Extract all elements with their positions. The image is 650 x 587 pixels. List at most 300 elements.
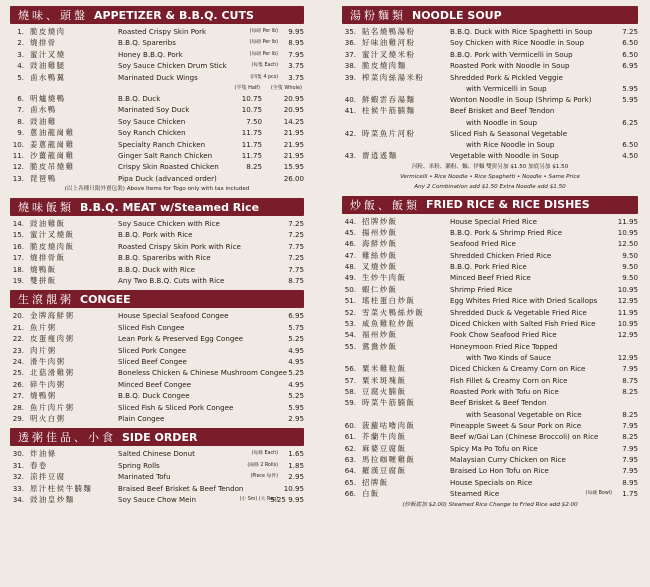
item-number: 5. (17, 72, 24, 82)
item-price-half: 10.75 (241, 105, 262, 115)
item-name-en: Seafood Fried Rice (450, 239, 516, 249)
item-name-en: Soy Sauce Chicken Drum Stick (118, 61, 227, 71)
item-name-en: Egg Whites Fried Rice with Dried Scallops (450, 296, 598, 306)
item-price: 11.95 (617, 216, 638, 226)
item-name-zh: 蔥油龍崗雞 (30, 128, 75, 138)
item-name-zh: 時菜牛筋腩飯 (362, 398, 416, 408)
menu-item (10, 275, 304, 286)
item-name-zh: 豉油雞飯 (30, 219, 66, 229)
menu-item (342, 488, 638, 499)
item-name-en: B.B.Q. Pork Fried Rice (450, 262, 527, 272)
item-name-en: with Rice Noodle in Soup (466, 140, 555, 150)
fried-rice-header (342, 196, 638, 214)
appetizer-footnote: (以上各種只限外賣包裝) Above Items for Togo only with tax included (64, 186, 250, 193)
item-price-half: 11.75 (241, 139, 262, 149)
item-note: (每碗 Bowl) (585, 491, 612, 497)
item-name-en: Beef w/Gai Lan (Chinese Broccoli) on Rice (450, 432, 599, 442)
item-number: 55. (344, 341, 356, 351)
item-name-zh: 燒鴨飯 (30, 264, 57, 274)
item-number: 43. (344, 151, 356, 161)
item-note: (四隻 4 pcs) (250, 74, 278, 80)
item-name-en: B.B.Q. Duck Congee (118, 391, 190, 401)
menu-item (10, 448, 304, 459)
item-name-en: Sliced Fish & Sliced Pork Congee (118, 402, 234, 412)
item-number: 17. (12, 253, 24, 263)
item-number: 29. (12, 413, 24, 423)
menu-item (342, 352, 638, 363)
item-price: 1.75 (622, 489, 638, 499)
menu-item (10, 252, 304, 263)
item-price: 7.25 (622, 27, 638, 36)
item-name-zh: 雙拼飯 (30, 276, 57, 286)
item-note: (每磅 Per lb) (249, 51, 278, 57)
item-name-en: Marinated Duck Wings (118, 72, 198, 82)
item-number: 53. (344, 319, 356, 329)
item-number: 24. (12, 356, 24, 366)
menu-item (10, 104, 304, 115)
item-price: 7.95 (288, 49, 304, 59)
item-number: 42. (344, 128, 356, 138)
menu-item (10, 367, 304, 378)
half-label: (半隻 Half) (234, 84, 260, 91)
item-note: (每磅 Per lb) (249, 29, 278, 34)
item-price: 8.25 (622, 409, 638, 419)
item-price: 3.75 (288, 72, 304, 82)
item-name-zh: 鮮蝦雲吞湯麵 (362, 94, 416, 104)
item-name-en: Malaysian Curry Chicken on Rice (450, 454, 566, 464)
item-number: 11. (12, 150, 24, 160)
item-number: 7. (17, 105, 24, 115)
item-price: 10.95 (617, 319, 638, 329)
item-name-zh: 北菇滑雞粥 (30, 368, 75, 378)
item-price: 3.75 (288, 61, 304, 71)
menu-item (342, 420, 638, 431)
menu-item (342, 329, 638, 340)
item-price-half: 7.50 (246, 116, 262, 126)
item-name-zh: 蜜汁叉燒飯 (30, 230, 75, 240)
item-name-zh: 豉油雞腿 (30, 61, 66, 71)
menu-item (342, 261, 638, 272)
menu-item (10, 116, 304, 127)
item-name-en: Roasted Pork with Tofu on Rice (450, 386, 559, 396)
spacer (342, 192, 638, 196)
item-name-en: House Special Fried Rice (450, 216, 538, 226)
menu-item (342, 318, 638, 329)
item-name-zh: 齋逍遙麵 (362, 151, 398, 161)
item-name-en: Sliced Fish & Seasonal Vegetable (450, 128, 568, 138)
item-number: 60. (344, 420, 356, 430)
item-price: 10.95 (283, 483, 304, 493)
menu-item (10, 460, 304, 471)
half-whole-labels (10, 83, 304, 93)
menu-item (10, 356, 304, 367)
appetizer-title-zh: 燒味、頭盤 (18, 9, 88, 22)
item-number: 14. (12, 219, 24, 229)
item-name-en: B.B.Q. Pork & Shrimp Fried Rice (450, 227, 563, 237)
menu-item (10, 173, 304, 184)
side-order-header (10, 428, 304, 446)
menu-item (342, 386, 638, 397)
item-name-en: Vegetable with Noodle in Soup (450, 151, 559, 161)
item-price: 4.95 (288, 345, 304, 355)
left-column (10, 6, 304, 505)
item-name-zh: 脆皮燒肉 (30, 27, 66, 36)
item-price: 8.95 (288, 38, 304, 48)
menu-item (10, 161, 304, 172)
item-price: 4.50 (622, 151, 638, 161)
menu-item (342, 363, 638, 374)
item-name-en: Fish Fillet & Creamy Corn on Rice (450, 375, 568, 385)
item-name-en: Pineapple Sweet & Sour Pork on Rice (450, 420, 582, 430)
item-price-whole: 20.95 (283, 93, 304, 103)
item-note: (Piece 每件) (250, 474, 278, 480)
item-number: 65. (344, 477, 356, 487)
item-number: 52. (344, 307, 356, 317)
menu-item (10, 37, 304, 48)
item-name-en: Sliced Pork Congee (118, 345, 187, 355)
item-name-en: Sliced Beef Congee (118, 356, 187, 366)
item-number: 40. (344, 94, 356, 104)
menu-item (10, 93, 304, 104)
item-name-en: B.B.Q. Duck (118, 93, 161, 103)
item-name-zh: 招牌飯 (362, 477, 389, 487)
menu-item (342, 397, 638, 408)
menu-item (342, 150, 638, 161)
item-number: 45. (344, 227, 356, 237)
item-name-en: with Two Kinds of Sauce (466, 353, 552, 363)
menu-item (342, 409, 638, 420)
menu-item (10, 310, 304, 321)
item-name-zh: 芥蘭牛肉飯 (362, 432, 407, 442)
item-name-zh: 蝦仁炒飯 (362, 284, 398, 294)
item-name-en: Roasted Crispy Skin Pork (118, 27, 207, 36)
menu-item (342, 94, 638, 105)
item-price: 8.75 (288, 276, 304, 286)
item-name-en: Roasted Pork with Noodle in Soup (450, 61, 570, 71)
menu-item (342, 272, 638, 283)
item-number: 62. (344, 443, 356, 453)
item-name-en: B.B.Q. Duck with Rice Spaghetti in Soup (450, 27, 593, 36)
menu-item (342, 105, 638, 116)
menu-item (342, 37, 638, 48)
item-name-en: Braised Lo Hon Tofu on Rice (450, 466, 549, 476)
item-price: 9.50 (622, 273, 638, 283)
item-price: 8.75 (622, 375, 638, 385)
item-number: 61. (344, 432, 356, 442)
item-name-en: Shredded Pork & Pickled Veggie (450, 72, 563, 82)
item-number: 35. (344, 27, 356, 36)
item-price: 6.50 (622, 49, 638, 59)
item-name-en: Crispy Skin Roasted Chicken (118, 162, 219, 172)
menu-item (342, 250, 638, 261)
item-name-zh: 皮蛋瘦肉粥 (30, 334, 75, 344)
item-number: 63. (344, 454, 356, 464)
menu-item (10, 333, 304, 344)
menu-item (10, 390, 304, 401)
menu-item (342, 139, 638, 150)
item-name-zh: 豉油雞 (30, 116, 57, 126)
item-name-zh: 魚片肉片粥 (30, 402, 75, 412)
item-name-en: B.B.Q. Spareribs (118, 38, 176, 48)
item-price-half: 8.25 (246, 162, 262, 172)
item-name-zh: 貼名燒鴨湯粉 (362, 27, 416, 36)
item-price: 12.95 (617, 330, 638, 340)
item-price-whole: 15.95 (283, 162, 304, 172)
item-name-zh: 馬拉咖喱雞飯 (362, 454, 416, 464)
menu-item (342, 341, 638, 352)
item-price: 7.95 (622, 443, 638, 453)
item-price: 4.95 (288, 379, 304, 389)
menu-item (342, 431, 638, 442)
item-number: 39. (344, 72, 356, 82)
item-number: 33. (12, 483, 24, 493)
item-price: 12.95 (617, 296, 638, 306)
item-name-zh: 滑牛肉粥 (30, 356, 66, 366)
item-name-zh: 鹵水鴨翼 (30, 72, 66, 82)
item-name-en: Marinated Soy Duck (118, 105, 190, 115)
item-name-zh: 蜜汁叉燒米粉 (362, 49, 416, 59)
menu-item (342, 227, 638, 238)
item-name-en: with Seasonal Vegetable on Rice (466, 409, 582, 419)
item-name-zh: 好味油雞河粉 (362, 38, 416, 48)
item-number: 3. (17, 49, 24, 59)
menu-item (10, 413, 304, 424)
item-name-zh: 豆腐火腩飯 (362, 386, 407, 396)
item-name-en: Minced Beef Congee (118, 379, 191, 389)
menu-item (10, 494, 304, 505)
item-price-whole: 26.00 (283, 173, 304, 183)
menu-item (10, 471, 304, 482)
item-price: 12.95 (617, 353, 638, 363)
item-name-zh: 魚片粥 (30, 322, 57, 332)
item-price: 12.50 (617, 239, 638, 249)
item-name-zh: 金牌海鮮粥 (30, 311, 75, 321)
menu-item (342, 216, 638, 227)
menu-item (10, 264, 304, 275)
item-name-en: House Special Seafood Congee (118, 311, 229, 321)
item-name-en: Marinated Tofu (118, 472, 171, 482)
congee-header (10, 290, 304, 308)
item-name-en: Any Two B.B.Q. Cuts with Rice (118, 276, 225, 286)
item-price-whole: 21.95 (283, 150, 304, 160)
item-price: 7.25 (288, 230, 304, 240)
item-number: 18. (12, 264, 24, 274)
item-price-whole: 21.95 (283, 128, 304, 138)
side-order-title-en: SIDE ORDER (122, 430, 198, 444)
congee-title-zh: 生滾靚粥 (18, 293, 74, 307)
item-number: 48. (344, 262, 356, 272)
item-name-en: Spicy Ma Po Tofu on Rice (450, 443, 538, 453)
item-name-en: Spring Rolls (118, 460, 160, 470)
item-number: 23. (12, 345, 24, 355)
item-number: 27. (12, 391, 24, 401)
item-name-zh: 燒排骨 (30, 38, 57, 48)
item-name-zh: 脆皮吊燒雞 (30, 162, 75, 172)
item-price: 6.50 (622, 38, 638, 48)
item-price: 7.95 (622, 420, 638, 430)
item-number: 25. (12, 368, 24, 378)
item-number: 36. (344, 38, 356, 48)
item-number: 2. (17, 38, 24, 48)
item-name-en: Specialty Ranch Chicken (118, 139, 206, 149)
menu-item (10, 49, 304, 60)
item-number: 8. (17, 116, 24, 126)
item-name-zh: 福州炒飯 (362, 330, 398, 340)
bbq-meat-header (10, 198, 304, 216)
item-name-zh: 鹵水鴨 (30, 105, 57, 115)
item-price: 6.25 (622, 117, 638, 127)
item-price: 6.95 (288, 311, 304, 321)
item-number: 32. (12, 472, 24, 482)
item-number: 66. (344, 489, 356, 499)
item-name-en: Soy Ranch Chicken (118, 128, 186, 138)
menu-item (342, 284, 638, 295)
item-name-zh: 涼拌豆腐 (30, 472, 66, 482)
item-price: 5.95 (622, 83, 638, 93)
item-price: 9.50 (622, 250, 638, 260)
item-name-en: B.B.Q. Spareribs with Rice (118, 253, 211, 263)
item-name-en: Shrimp Fried Rice (450, 284, 513, 294)
item-name-zh: 海鮮炒飯 (362, 239, 398, 249)
noodle-soup-header (342, 6, 638, 24)
item-name-zh: 炸油條 (30, 449, 57, 459)
item-price: 7.95 (622, 454, 638, 464)
side-order-title-zh: 透粥佳品、小食 (18, 431, 116, 445)
item-name-zh: 蜜汁叉燒 (30, 49, 66, 59)
item-price: 7.75 (288, 241, 304, 251)
item-name-zh: 雪菜火鴨絲炒飯 (362, 307, 425, 317)
item-price: 8.95 (622, 477, 638, 487)
item-name-zh: 粟米雞粒飯 (362, 364, 407, 374)
item-name-en: House Specials on Rice (450, 477, 533, 487)
item-price-half: 11.75 (241, 150, 262, 160)
item-name-en: Fook Chow Seafood Fried Rice (450, 330, 557, 340)
menu-item (342, 443, 638, 454)
item-price-half: 11.75 (241, 128, 262, 138)
menu-item (342, 128, 638, 139)
item-number: 21. (12, 322, 24, 332)
item-name-zh: 燒鴨粥 (30, 391, 57, 401)
item-name-zh: 碎牛肉粥 (30, 379, 66, 389)
menu-item (10, 483, 304, 494)
item-name-zh: 咸魚雞粒炒飯 (362, 319, 416, 329)
item-name-en: Honey B.B.Q. Pork (118, 49, 183, 59)
menu-item (10, 150, 304, 161)
noodle-footnote-en: Vermicelli • Rice Noodle • Rice Spaghetti • Noodle • Same Price (400, 173, 580, 180)
item-name-en: Pipa Duck (advanced order) (118, 173, 217, 183)
item-name-en: Shredded Chicken Fried Rice (450, 250, 552, 260)
menu-item (10, 60, 304, 71)
item-price-whole: 20.95 (283, 105, 304, 115)
menu-item (342, 375, 638, 386)
menu-item (342, 117, 638, 128)
item-name-zh: 雞絲炒飯 (362, 250, 398, 260)
item-number: 59. (344, 398, 356, 408)
menu-item (342, 465, 638, 476)
item-price: 4.95 (288, 356, 304, 366)
item-name-en: Lean Pork & Preserved Egg Congee (118, 334, 244, 344)
item-name-zh: 燒排骨飯 (30, 253, 66, 263)
item-price-whole: 14.25 (283, 116, 304, 126)
item-price: 5.95 (622, 94, 638, 104)
right-column (342, 6, 638, 510)
item-price: 5.25 (288, 391, 304, 401)
item-name-zh: 姜蔥龍崗雞 (30, 139, 75, 149)
item-name-zh: 時菜魚片河粉 (362, 128, 416, 138)
item-name-en: with Vermicelli in Soup (466, 83, 547, 93)
item-note: (兩條 2 Rolls) (247, 462, 278, 468)
item-price: 1.85 (288, 460, 304, 470)
item-number: 31. (12, 460, 24, 470)
item-name-zh: 脆皮燒肉麵 (362, 61, 407, 71)
menu-item (10, 26, 304, 37)
item-name-zh: 肉片粥 (30, 345, 57, 355)
item-name-zh: 粟米斑塊飯 (362, 375, 407, 385)
appetizer-header (10, 6, 304, 24)
item-name-en: B.B.Q. Pork with Rice (118, 230, 193, 240)
item-name-zh: 沙薑龍崗雞 (30, 150, 75, 160)
item-price: 9.95 (288, 27, 304, 36)
item-price: 2.95 (288, 472, 304, 482)
item-name-zh: 揚州炒飯 (362, 227, 398, 237)
item-name-zh: 琵琶鴨 (30, 173, 57, 183)
item-name-zh: 叉燒炒飯 (362, 262, 398, 272)
item-price: 5.75 (288, 322, 304, 332)
fried-rice-title-zh: 炒飯、飯類 (350, 198, 420, 212)
item-name-en: Salted Chinese Donut (118, 449, 195, 459)
menu-item (10, 127, 304, 138)
item-number: 12. (12, 162, 24, 172)
item-name-zh: 原汁柱侯牛腩麵 (30, 483, 93, 493)
item-number: 57. (344, 375, 356, 385)
item-name-zh: 瑤柱蛋白炒飯 (362, 296, 416, 306)
noodle-footnote-zh: 河粉、米粉、瀨粉、麵、伊麵 雙拼另加 $1.50 加底另加 $1.50 (411, 163, 569, 170)
item-name-zh: 鴛鴦炒飯 (362, 341, 398, 351)
item-name-zh: 明爐燒鴨 (30, 93, 66, 103)
item-number: 4. (17, 61, 24, 71)
item-number: 13. (12, 173, 24, 183)
item-note: (小 Sm) (大 Reg) (239, 496, 278, 502)
item-name-zh: 麻婆豆腐飯 (362, 443, 407, 453)
item-price: 5.25 9.95 (270, 494, 304, 504)
item-name-en: B.B.Q. Pork with Vermicelli in Soup (450, 49, 573, 59)
item-price: 8.25 (622, 386, 638, 396)
item-number: 47. (344, 250, 356, 260)
item-price: 9.50 (622, 262, 638, 272)
item-price: 10.95 (617, 227, 638, 237)
item-name-en: Wonton Noodle in Soup (Shrimp & Pork) (450, 94, 592, 104)
item-name-zh: 榨菜肉絲湯米粉 (362, 72, 425, 82)
item-name-en: Sliced Fish Congee (118, 322, 185, 332)
item-number: 51. (344, 296, 356, 306)
item-number: 56. (344, 364, 356, 374)
item-number: 28. (12, 402, 24, 412)
item-name-en: Beef Brisket & Beef Tendon (450, 398, 547, 408)
item-name-en: Soy Chicken with Rice Noodle in Soup (450, 38, 584, 48)
item-name-en: Diced Chicken with Salted Fish Fried Rice (450, 319, 596, 329)
item-price: 5.95 (288, 402, 304, 412)
fried-rice-footnote: (炒飯底加 $2.00) Steamed Rice Change to Fried Rice add $2.00 (402, 501, 578, 508)
menu-item (342, 49, 638, 60)
menu-item (342, 60, 638, 71)
item-number: 19. (12, 276, 24, 286)
whole-label: (全隻 Whole) (270, 84, 302, 91)
item-price: 10.95 (617, 284, 638, 294)
item-name-en: with Noodle in Soup (466, 117, 537, 127)
menu-item (342, 72, 638, 83)
item-name-en: Minced Beef Fried Rice (450, 273, 531, 283)
item-number: 6. (17, 93, 24, 103)
